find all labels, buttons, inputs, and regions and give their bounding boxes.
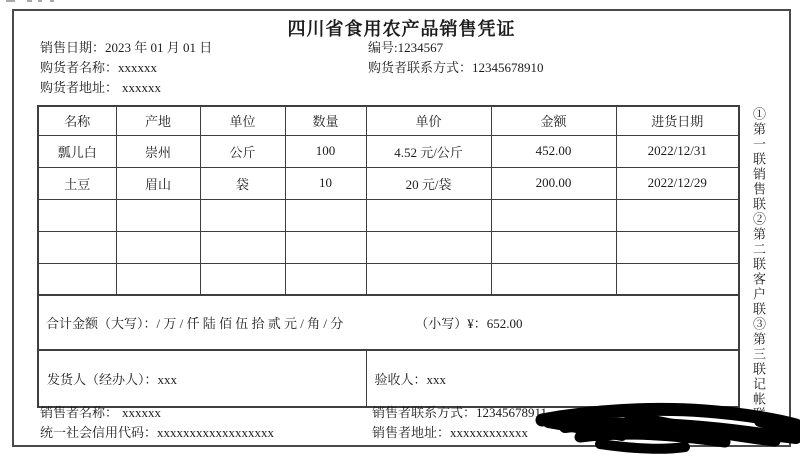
items-table: [37, 105, 740, 408]
seller-address-value: xxxxxxxxxxxx: [450, 425, 529, 440]
empty-cell: [200, 263, 285, 295]
cell-amount: 452.00: [491, 135, 616, 167]
receiver-label: 验收人：: [374, 372, 427, 387]
cell-purchase-date: 2022/12/31: [616, 135, 739, 167]
sale-date-row: [40, 38, 770, 58]
sale-date-label: 销售日期：: [40, 40, 106, 55]
table-row-empty: [38, 263, 739, 295]
empty-cell: [38, 199, 116, 231]
buyer-name-value: xxxxxx: [118, 60, 158, 75]
cell-unit-price: 4.52 元/公斤: [366, 135, 491, 167]
empty-cell: [366, 231, 491, 263]
top-edge-artifact: [6, 0, 15, 2]
seller-contact-value: 12345678911: [476, 405, 548, 420]
empty-cell: [366, 263, 491, 295]
seller-address-label: 销售者地址：: [372, 425, 451, 440]
cell-quantity: 10: [285, 167, 366, 199]
cell-amount: 200.00: [491, 167, 616, 199]
empty-cell: [116, 199, 200, 231]
empty-cell: [38, 231, 116, 263]
serial-value: 1234567: [397, 40, 444, 55]
empty-cell: [38, 263, 116, 295]
cell-origin: 崇州: [116, 135, 200, 167]
voucher-document: [12, 9, 791, 447]
serial-field: [368, 38, 443, 58]
doc-title: 四川省食用农产品销售凭证: [287, 19, 516, 39]
col-header-purchase-date: 进货日期: [616, 106, 739, 135]
col-header-name: 名称: [38, 106, 116, 135]
empty-cell: [616, 263, 739, 295]
col-header-amount: 金额: [491, 106, 616, 135]
buyer-address-row: [40, 78, 770, 98]
top-edge-artifact: [50, 0, 54, 2]
table-row: [38, 167, 739, 199]
seller-contact-field: [372, 403, 547, 423]
top-edge-artifact: [38, 0, 42, 2]
seller-name-label: 销售者名称：: [40, 405, 119, 420]
shipper-value: xxx: [157, 372, 178, 387]
credit-code-value: xxxxxxxxxxxxxxxxxx: [157, 425, 275, 440]
empty-cell: [200, 231, 285, 263]
seller-contact-label: 销售者联系方式：: [372, 405, 477, 420]
sale-date-value: 2023 年 01 月 01 日: [105, 40, 213, 55]
empty-cell: [116, 231, 200, 263]
credit-code-label: 统一社会信用代码：: [40, 425, 158, 440]
total-amount-value: 652.00: [486, 316, 523, 331]
empty-cell: [491, 231, 616, 263]
total-row: [38, 295, 739, 350]
cell-origin: 眉山: [116, 167, 200, 199]
buyer-contact-label: 购货者联系方式：: [368, 60, 473, 75]
table-row-empty: [38, 199, 739, 231]
col-header-unit: 单位: [200, 106, 285, 135]
cell-name: 瓢儿白: [38, 135, 116, 167]
redaction-scribble: [530, 396, 800, 458]
seller-name-value: xxxxxx: [122, 405, 162, 420]
total-label: 合计金额（大写）：: [46, 316, 157, 331]
col-header-unit-price: 单价: [366, 106, 491, 135]
total-capital-amount: / 万 / 仟 陆 佰 伍 拾 贰 元 / 角 / 分: [156, 316, 344, 331]
voucher-header-info: [40, 38, 770, 98]
cell-unit: 公斤: [200, 135, 285, 167]
buyer-contact-field: [368, 58, 544, 78]
cell-name: 土豆: [38, 167, 116, 199]
table-row: [38, 135, 739, 167]
empty-cell: [285, 263, 366, 295]
empty-cell: [200, 199, 285, 231]
empty-cell: [491, 199, 616, 231]
col-header-origin: 产地: [116, 106, 200, 135]
empty-cell: [285, 231, 366, 263]
empty-cell: [116, 263, 200, 295]
receiver-value: xxx: [426, 372, 447, 387]
cell-purchase-date: 2022/12/29: [616, 167, 739, 199]
total-small-label: （小写）¥：: [415, 316, 487, 331]
empty-cell: [616, 199, 739, 231]
col-header-quantity: 数量: [285, 106, 366, 135]
copy-strip-vertical-text: ①第一联销售联②第二联客户联③第三联记帐联: [751, 107, 766, 422]
serial-label: 编号:: [368, 40, 398, 55]
cell-unit: 袋: [200, 167, 285, 199]
buyer-contact-value: 12345678910: [472, 60, 544, 75]
buyer-name-label: 购货者名称：: [40, 60, 119, 75]
top-edge-artifact: [27, 0, 32, 2]
buyer-name-row: [40, 58, 770, 78]
empty-cell: [491, 263, 616, 295]
table-row-empty: [38, 231, 739, 263]
cell-quantity: 100: [285, 135, 366, 167]
total-row-cell: [38, 295, 739, 350]
buyer-address-value: xxxxxx: [122, 80, 162, 95]
cell-unit-price: 20 元/袋: [366, 167, 491, 199]
empty-cell: [616, 231, 739, 263]
shipper-cell: [38, 350, 366, 407]
shipper-label: 发货人（经办人）：: [47, 372, 158, 387]
seller-address-field: [372, 423, 528, 443]
empty-cell: [285, 199, 366, 231]
table-header-row: [38, 106, 739, 135]
buyer-address-label: 购货者地址：: [40, 80, 119, 95]
empty-cell: [366, 199, 491, 231]
